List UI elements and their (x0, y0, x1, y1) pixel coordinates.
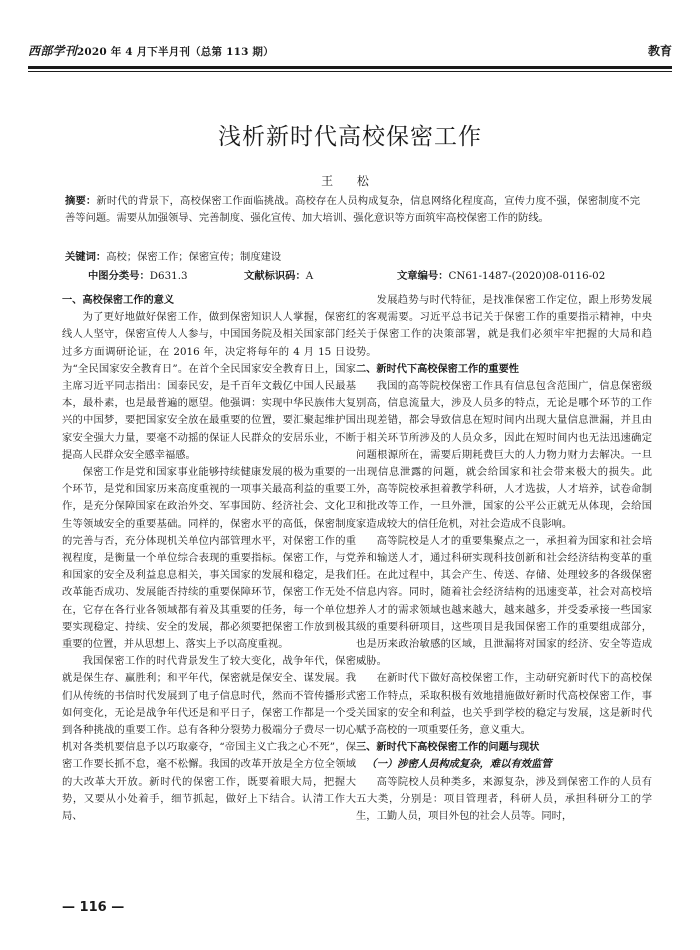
subsection-heading: （一）涉密人员构成复杂，难以有效监管 (366, 758, 552, 771)
article-author: 王 松 (321, 174, 379, 188)
abstract-label: 摘要： (65, 195, 97, 207)
journal-issue-line (28, 42, 274, 59)
keywords-text: 高校；保密工作；保密宣传；制度建设 (106, 251, 282, 263)
doc-code-label: 文献标识码： (244, 270, 306, 282)
clc-number (88, 267, 188, 282)
section-label: 教育 (647, 44, 672, 58)
keywords (65, 248, 640, 263)
doc-code-value: A (305, 270, 314, 282)
header-rule-thin (28, 71, 672, 72)
document-code (244, 267, 313, 282)
right-column (356, 292, 652, 825)
journal-name: 西部学刊 (28, 44, 77, 58)
header-rule-thick (28, 66, 672, 69)
paragraph: 我国保密工作的时代背景发生了较大变化，战争年代，保密就是保生存、赢胜利；和平年代，保密就是保安全、谋发展。我们从传统的书信时代发展到了电子信息时代，然而不管传播形式如何变化，无论是战争年代还是和平日子，保密工作都是一个受到各种挑战的重要工作。总有各种分裂势力极端分子费尽一切心机对各类机要信息予以巧取豪夺，“帝国主义亡我之心不死”，保密工作要长抓不怠，毫不松懈。我国的改革开放是全方位全领域的大改革大开放。新时代的保密工作，既要着眼大局，把握大势，又要从小处着手，细节抓起，做好上下结合。认清工作大局、 (62, 655, 356, 823)
section-heading: 三、新时代下高校保密工作的问题与现状 (356, 742, 540, 754)
issue-info: 2020 年 4 月下半月刊（总第 113 期） (76, 46, 274, 58)
running-header (28, 40, 672, 62)
abstract (65, 193, 640, 226)
clc-value: D631.3 (149, 270, 188, 282)
section-heading: 一、高校保密工作的意义 (62, 295, 175, 306)
left-column (62, 292, 356, 825)
paragraph: 我国的高等院校保密工作具有信息包含范围广，信息保密级别高，信息流量大，涉及人员多的特点，无论是哪个环节的工作出现差错，都会导致信息在短时间内出现大量信息泄漏，并且由于相关环节所涉及的人员众多，因此在短时间内也无法迅速确定问题根源所在，需要后期耗费巨大的人力物力财力去解决。一旦出现信息泄露的问题，就会给国家和社会带来极大的损失。此外，高等院校承担着教学科研，人才选拔，人才培养，试卷命制和批改等工作，一旦外泄，国家的公平公正就无从体现，会给国家造成较大的信任危机，对社会造成不良影响。 (356, 380, 652, 530)
clc-label: 中图分类号： (88, 270, 150, 282)
article-no-label: 文章编号： (397, 270, 449, 282)
page-number: — 116 — (62, 900, 125, 915)
paragraph: 为了更好地做好保密工作，做到保密知识人人掌握，保密红线人人坚守，保密宣传人人参与，中国国务院及相关国家部门经过多方面调研论证，在 2016 年，决定将每年的 4 月 15 日设为“全民国家安全教育日”。在首个全民国家安全教育日上，国家主席习近平同志指出：国泰民安，是千百年文载亿中国人民最基本，最朴素，也是最普遍的愿望。他强调：实现中华民族伟大复兴的中国梦，要把国家安全放在最重要的位置，要汇聚起维护国家安全强大力量，要毫不动摇的保证人民群众的安居乐业，不断提高人民群众安全感幸福感。 (62, 311, 356, 461)
paragraph: 高等院校是人才的重要集聚点之一，承担着为国家和社会培养和输送人才，通过科研实现科技创新和社会经济结构变革的重任。在此过程中，其会产生、传送、存储、处理较多的各级保密信息内容。同时，随着社会经济结构的迅速变革，社会对高校培养人才的需求领域也越来越大，越来越多，并受委承接一些国家级的重要科研项目，这些项目是我国保密工作的重要组成部分，也是历来政治敏感的区域，且泄漏将对国家的经济、安全等造成威胁。 (356, 534, 652, 668)
paragraph: 在新时代下做好高校保密工作，主动研究新时代下的高校保密工作特点，采取积极有效地措施做好新时代高校保密工作，事关国家的安全和利益，也关乎到学校的稳定与发展，这是新时代赋予高校的一项重要任务，意义重大。 (356, 672, 652, 737)
abstract-text: 新时代的背景下，高校保密工作面临挑战。高校存在人员构成复杂，信息网络化程度高，宣传力度不强，保密制度不完善等问题。需要从加强领导、完善制度、强化宣传、加大培训、强化意识等方面筑牢高校保密工作的防线。 (65, 195, 641, 224)
keywords-label: 关键词： (65, 251, 107, 263)
article-number (397, 267, 605, 282)
paragraph: 高等院校人员种类多，来源复杂，涉及到保密工作的人员有五大类，分别是：项目管理者，科研人员，承担科研分工的学生，工勤人员，项目外包的社会人员等。同时， (356, 775, 652, 823)
paragraph: 保密工作是党和国家事业能够持续健康发展的极为重要的一个环节，是党和国家历来高度重视的一项事关最高利益的重要工作，是充分保障国家在政治外交、军事国防、经济社会、文化卫生等领域安全的重要基础。同样的，保密水平的高低，保密制度的完善与否，充分体现机关单位内部管理水平，对保密工作的重视程度，是衡量一个单位综合表现的重要指标。保密工作，与党和国家的安全及利益息息相关，事关国家的发展和稳定，是我们改革能否成功、发展能否持续的重要保障环节，保密工作无处不在，它存在各行业各领域都有着及其重要的任务，每一个单位想要实现稳定、持续、安全的发展，都必须要把保密工作放到极其重要的位置，并从思想上、落实上予以高度重视。 (62, 466, 356, 651)
article-title: 浅析新时代高校保密工作 (218, 124, 482, 150)
paragraph: 发展趋势与时代特征，是找准保密工作定位，跟上形势发展的客观需要。习近平总书记关于保密工作的重要指示精神，中央关于保密工作的决策部署，就是我们必须牢牢把握的大局和趋势。 (356, 294, 652, 358)
section-heading: 二、新时代下高校保密工作的重要性 (356, 363, 519, 375)
article-no-value: CN61-1487-(2020)08-0116-02 (448, 270, 606, 282)
